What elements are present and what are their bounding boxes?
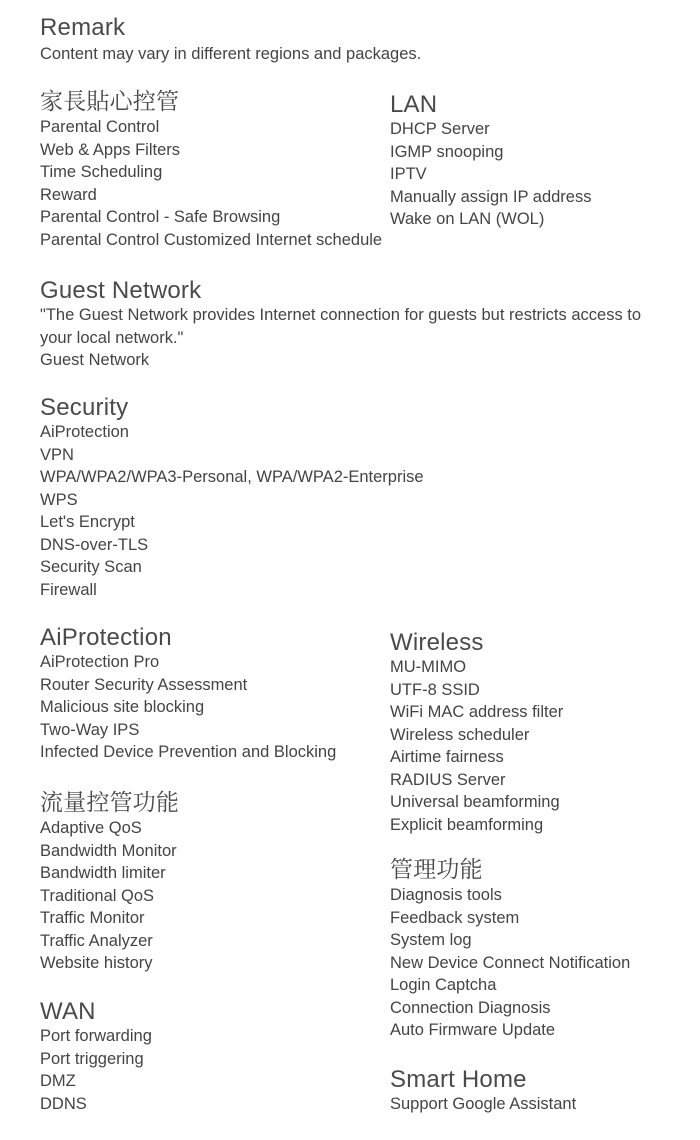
- list-item: Manually assign IP address: [390, 187, 592, 206]
- list-item: Airtime fairness: [390, 748, 504, 766]
- list-item: Web & Apps Filters: [40, 140, 181, 159]
- list-item: WiFi MAC address filter: [390, 703, 564, 721]
- list-item: Port forwarding: [40, 1027, 152, 1045]
- list-item: Parental Control: [40, 118, 160, 136]
- security-section: [40, 395, 680, 601]
- list-item: Time Scheduling: [40, 163, 163, 181]
- list-item: Connection Diagnosis: [390, 998, 551, 1017]
- remark-text: Content may vary in different regions and packages.: [40, 45, 422, 63]
- list-item: Feedback system: [390, 908, 520, 927]
- list-item: WPS: [40, 490, 78, 509]
- parental-section: [40, 88, 390, 251]
- list-item: VPN: [40, 445, 74, 464]
- list-item: Malicious site blocking: [40, 698, 205, 716]
- list-item: Port triggering: [40, 1049, 144, 1068]
- remark-section: [40, 15, 680, 66]
- list-item: Firewall: [40, 580, 97, 599]
- list-item: MU-MIMO: [390, 658, 467, 676]
- wan-title: WAN: [40, 998, 96, 1025]
- list-item: DDNS: [40, 1094, 87, 1113]
- traffic-title: 流量控管功能: [40, 790, 180, 816]
- wireless-section: [390, 630, 690, 836]
- list-item: Adaptive QoS: [40, 819, 142, 837]
- management-section: [390, 856, 690, 1042]
- list-item: Website history: [40, 954, 153, 972]
- wireless-title: Wireless: [390, 629, 484, 656]
- guest-title: Guest Network: [40, 277, 202, 304]
- lan-section: [390, 92, 690, 231]
- aiprotection-title: AiProtection: [40, 624, 172, 651]
- list-item: Diagnosis tools: [390, 886, 502, 904]
- list-item: Traditional QoS: [40, 886, 155, 905]
- remark-title: Remark: [40, 14, 126, 41]
- list-item: Infected Device Prevention and Blocking: [40, 743, 337, 761]
- management-title: 管理功能: [390, 857, 483, 883]
- list-item: IGMP snooping: [390, 142, 504, 161]
- list-item: Reward: [40, 185, 97, 204]
- list-item: AiProtection Pro: [40, 653, 160, 671]
- list-item: Universal beamforming: [390, 793, 560, 811]
- lan-title: LAN: [390, 91, 438, 118]
- list-item: Traffic Analyzer: [40, 931, 153, 950]
- guest-description: "The Guest Network provides Internet connection for guests but restricts access to your local network.": [40, 306, 642, 347]
- list-item: Two-Way IPS: [40, 720, 140, 739]
- list-item: Guest Network: [40, 351, 150, 369]
- list-item: Auto Firmware Update: [390, 1021, 556, 1039]
- list-item: Wireless scheduler: [390, 725, 530, 744]
- wan-section: [40, 999, 390, 1115]
- list-item: Login Captcha: [390, 976, 497, 994]
- list-item: WPA/WPA2/WPA3-Personal, WPA/WPA2-Enterprise: [40, 468, 424, 486]
- list-item: Parental Control Customized Internet schedule: [40, 230, 383, 249]
- parental-title: 家長貼心控管: [40, 89, 180, 115]
- list-item: Wake on LAN (WOL): [390, 210, 545, 228]
- list-item: Bandwidth Monitor: [40, 841, 177, 860]
- list-item: DNS-over-TLS: [40, 535, 149, 554]
- smarthome-section: [390, 1067, 690, 1116]
- list-item: Support Google Assistant: [390, 1095, 577, 1113]
- traffic-section: [40, 789, 390, 975]
- guest-section: [40, 278, 665, 372]
- list-item: DHCP Server: [390, 120, 490, 138]
- list-item: Traffic Monitor: [40, 909, 145, 927]
- list-item: UTF-8 SSID: [390, 680, 480, 699]
- list-item: Explicit beamforming: [390, 815, 544, 834]
- list-item: Bandwidth limiter: [40, 864, 166, 882]
- list-item: New Device Connect Notification: [390, 953, 631, 972]
- list-item: Parental Control - Safe Browsing: [40, 208, 281, 226]
- list-item: DMZ: [40, 1072, 76, 1090]
- list-item: System log: [390, 931, 472, 949]
- list-item: AiProtection: [40, 423, 129, 441]
- list-item: Router Security Assessment: [40, 675, 248, 694]
- aiprotection-section: [40, 625, 390, 764]
- list-item: Security Scan: [40, 558, 142, 576]
- security-title: Security: [40, 394, 129, 421]
- smarthome-title: Smart Home: [390, 1066, 527, 1093]
- list-item: IPTV: [390, 165, 427, 183]
- list-item: Let's Encrypt: [40, 513, 135, 531]
- list-item: RADIUS Server: [390, 770, 506, 789]
